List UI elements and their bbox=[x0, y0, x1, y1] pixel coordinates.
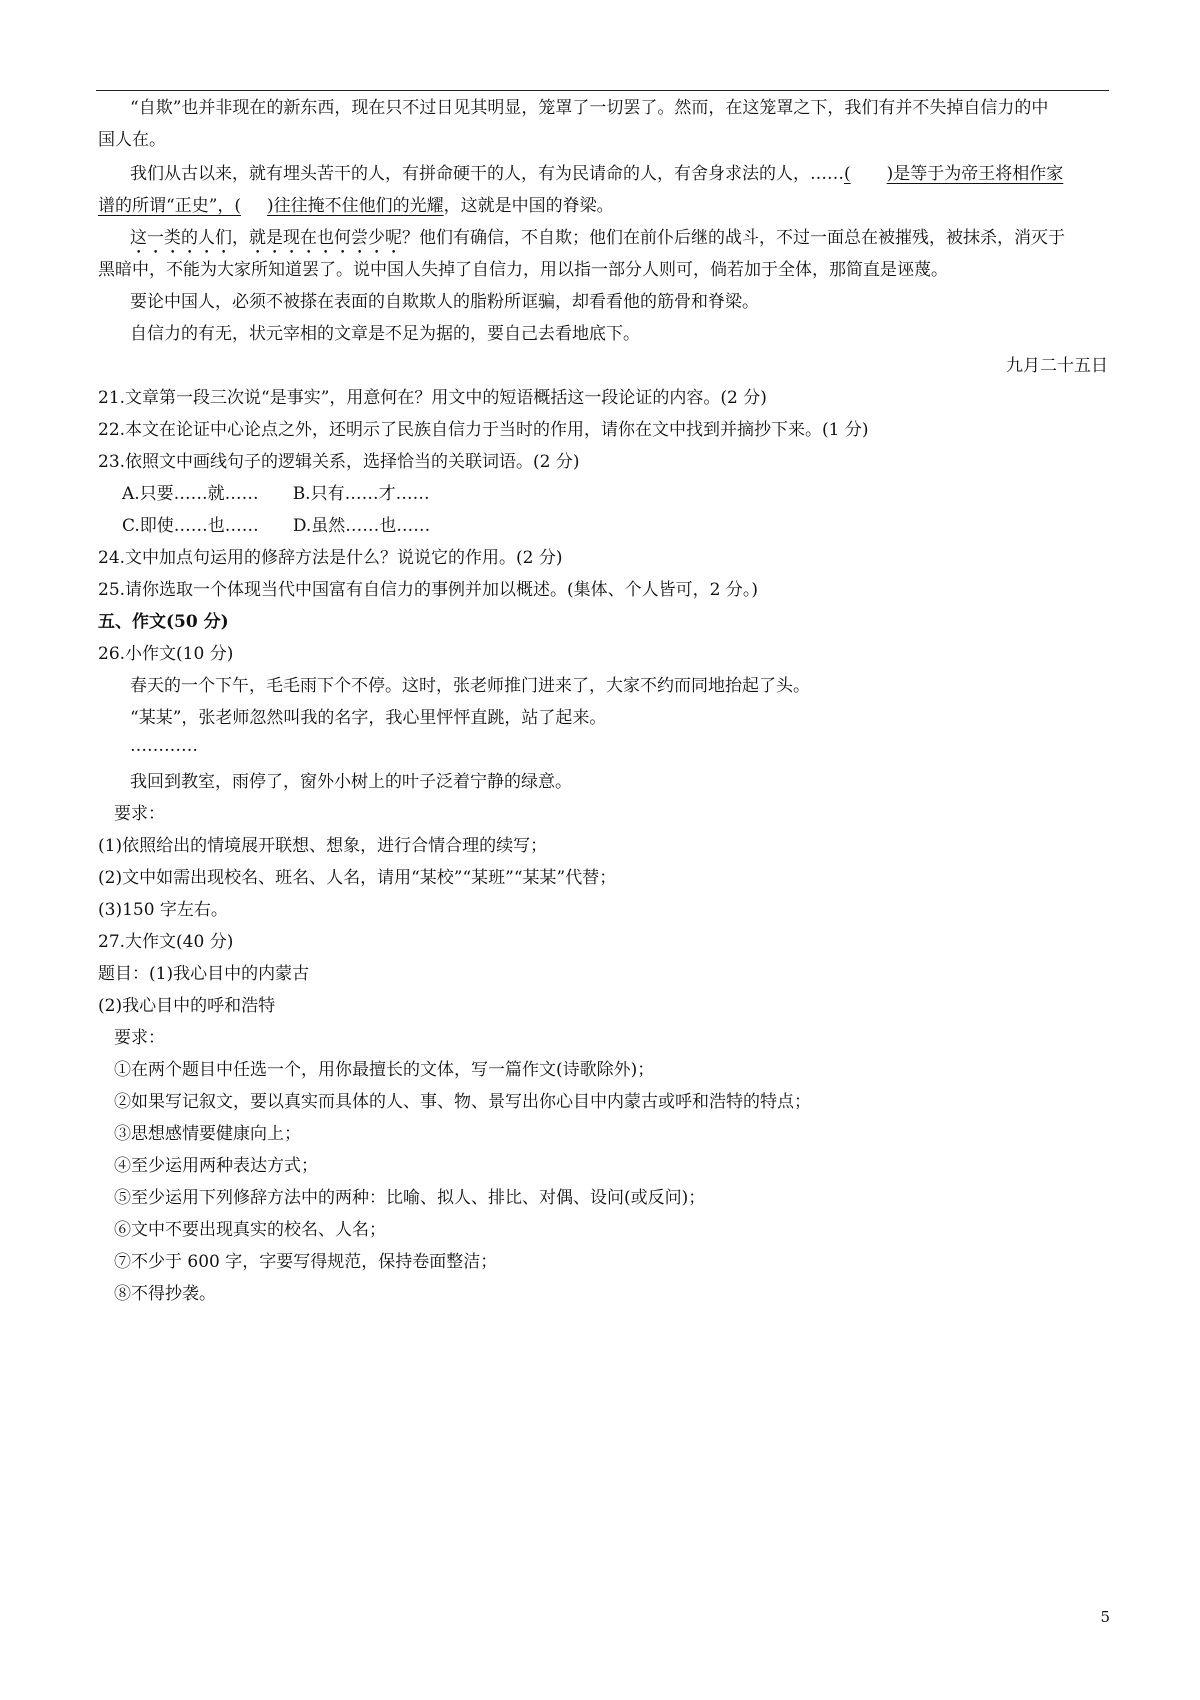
question-24: 24.文中加点句运用的修辞方法是什么？说说它的作用。(2 分) bbox=[98, 548, 563, 568]
underlined-sentence-part2: 谱的所谓“正史”，( )往往掩不住他们的光耀 bbox=[98, 196, 444, 216]
passage-p1-line2: 国人在。 bbox=[98, 130, 166, 150]
section-5-heading: 五、作文(50 分) bbox=[98, 612, 229, 632]
q27-requirements-label: 要求： bbox=[114, 1028, 165, 1048]
passage-p2-line1 bbox=[130, 162, 1063, 186]
option-a: A.只要……就…… bbox=[122, 484, 259, 504]
q27-requirement-1: ①在两个题目中任选一个，用你最擅长的文体，写一篇作文(诗歌除外)； bbox=[114, 1060, 655, 1080]
underlined-sentence-part1: ( )是等于为帝王将相作家 bbox=[844, 164, 1064, 184]
q27-topic-1: 题目：(1)我心目中的内蒙古 bbox=[98, 964, 310, 984]
question-22: 22.本文在论证中心论点之外，还明示了民族自信力于当时的作用，请你在文中找到并摘抄下来。(1 分) bbox=[98, 420, 869, 440]
question-27: 27.大作文(40 分) bbox=[98, 932, 234, 952]
q27-requirement-5: ⑤至少运用下列修辞方法中的两种：比喻、拟人、排比、对偶、设问(或反问)； bbox=[114, 1188, 706, 1208]
q26-prompt-line2: “某某”，张老师忽然叫我的名字，我心里怦怦直跳，站了起来。 bbox=[130, 708, 607, 728]
q27-requirement-8: ⑧不得抄袭。 bbox=[114, 1284, 216, 1304]
option-d: D.虽然……也…… bbox=[292, 516, 431, 536]
question-23: 23.依照文中画线句子的逻辑关系，选择恰当的关联词语。(2 分) bbox=[98, 452, 580, 472]
question-26: 26.小作文(10 分) bbox=[98, 644, 234, 664]
passage-p2-line1-text: 我们从古以来，就有埋头苦干的人，有拼命硬干的人，有为民请命的人，有舍身求法的人，…… bbox=[130, 164, 844, 184]
q26-requirements-label: 要求： bbox=[114, 804, 165, 824]
q26-prompt-line1: 春天的一个下午，毛毛雨下个不停。这时，张老师推门进来了，大家不约而同地抬起了头。 bbox=[130, 676, 810, 696]
q26-prompt-line4: 我回到教室，雨停了，窗外小树上的叶子泛着宁静的绿意。 bbox=[130, 772, 572, 792]
question-23-options-row2 bbox=[122, 514, 430, 538]
q26-requirement-3: (3)150 字左右。 bbox=[98, 900, 228, 920]
passage-p2-line2-tail: ，这就是中国的脊梁。 bbox=[443, 196, 614, 216]
passage-p2-line2 bbox=[98, 194, 614, 218]
passage-p5: 自信力的有无，状元宰相的文章是不足为据的，要自己去看地底下。 bbox=[130, 324, 640, 344]
q27-requirement-6: ⑥文中不要出现真实的校名、人名； bbox=[114, 1220, 386, 1240]
passage-p4: 要论中国人，必须不被搽在表面的自欺欺人的脂粉所诓骗，却看看他的筋骨和脊梁。 bbox=[130, 292, 759, 312]
q27-requirement-2: ②如果写记叙文，要以真实而具体的人、事、物、景写出你心目中内蒙古或呼和浩特的特点； bbox=[114, 1092, 811, 1112]
passage-p3-line2: 黑暗中，不能为大家所知道罢了。说中国人失掉了自信力，用以指一部分人则可，倘若加于全体，那简直是诬蔑。 bbox=[98, 260, 948, 280]
q27-requirement-4: ④至少运用两种表达方式； bbox=[114, 1156, 318, 1176]
page-number: 5 bbox=[1100, 1608, 1110, 1626]
q26-requirement-1: (1)依照给出的情境展开联想、想象，进行合情合理的续写； bbox=[98, 836, 548, 856]
question-25: 25.请你选取一个体现当代中国富有自信力的事例并加以概述。(集体、个人皆可，2 分。) bbox=[98, 580, 759, 600]
passage-p3-line1-text: 他们有确信，不自欺；他们在前仆后继的战斗，不过一面总在被摧残，被抹杀，消灭于 bbox=[419, 228, 1065, 248]
q27-requirement-7: ⑦不少于 600 字，字要写得规范，保持卷面整洁； bbox=[114, 1252, 498, 1272]
header-rule bbox=[96, 90, 1109, 91]
question-21: 21.文章第一段三次说“是事实”，用意何在？用文中的短语概括这一段论证的内容。(2 分) bbox=[98, 388, 767, 408]
passage-date: 九月二十五日 bbox=[1006, 356, 1108, 376]
question-23-options-row1 bbox=[122, 482, 430, 506]
passage-p3-line1 bbox=[130, 226, 1065, 258]
q27-requirement-3: ③思想感情要健康向上； bbox=[114, 1124, 301, 1144]
q26-ellipsis: ………… bbox=[130, 736, 198, 756]
dotted-sentence: 这一类的人们，就是现在也何尝少呢？ bbox=[130, 228, 419, 248]
option-b: B.只有……才…… bbox=[292, 484, 430, 504]
passage-p1-line1: “自欺”也并非现在的新东西，现在只不过日见其明显，笼罩了一切罢了。然而，在这笼罩之下，我们有并不失掉自信力的中 bbox=[130, 98, 1049, 118]
q27-topic-2: (2)我心目中的呼和浩特 bbox=[98, 996, 276, 1016]
q26-requirement-2: (2)文中如需出现校名、班名、人名，请用“某校”“某班”“某某”代替； bbox=[98, 868, 617, 888]
option-c: C.即使……也…… bbox=[122, 516, 259, 536]
